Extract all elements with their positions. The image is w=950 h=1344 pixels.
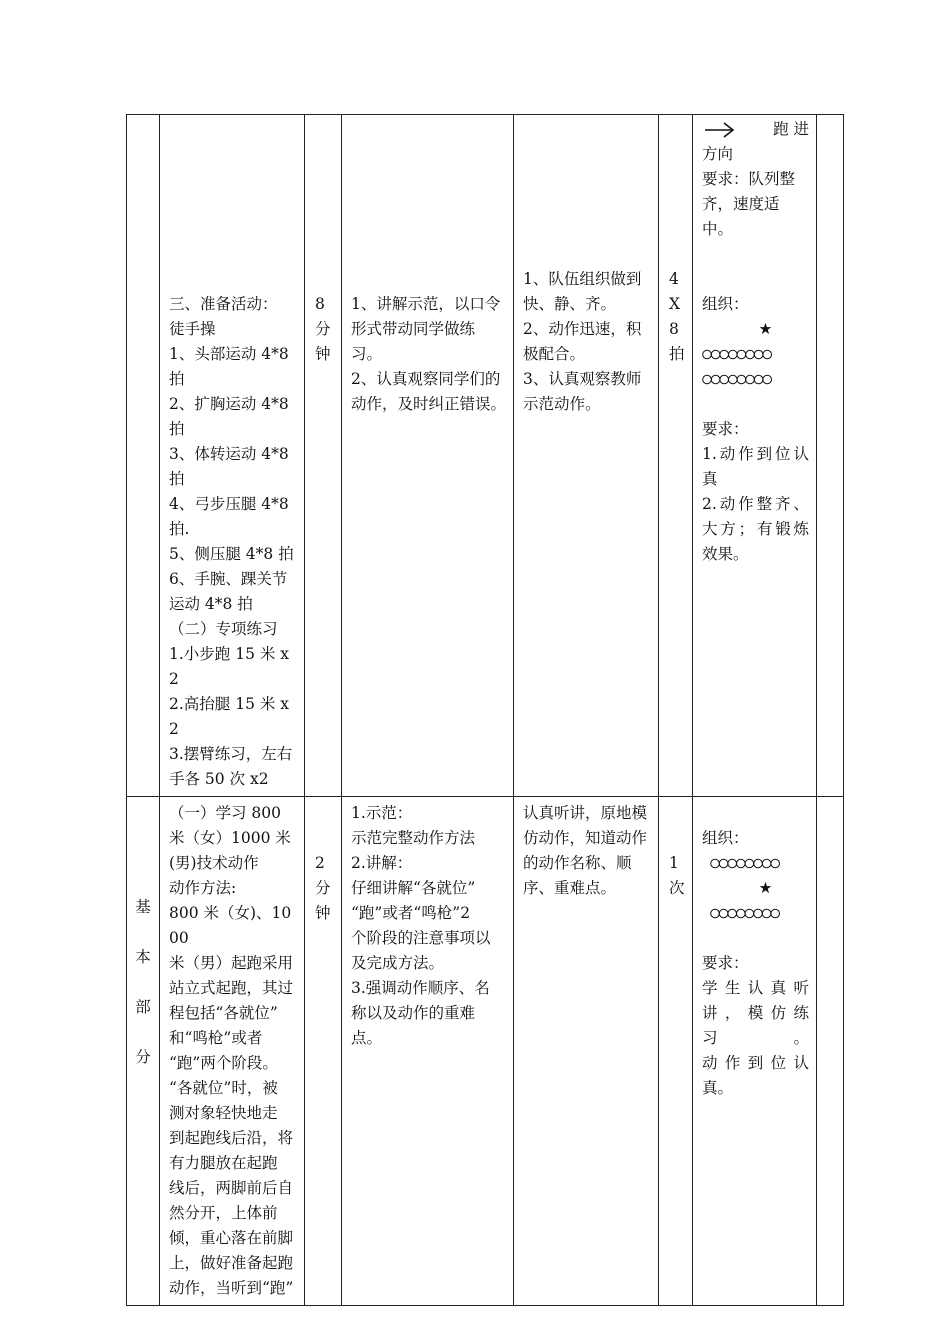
content-line: “各就位”时，被 <box>169 1079 278 1097</box>
requirement-line: 2.动作整齐、 <box>702 495 809 513</box>
student-line: 2、动作迅速，积 <box>523 320 642 338</box>
section-label-char: 本 <box>135 948 151 966</box>
lesson-plan-table <box>126 114 844 1306</box>
run-direction-row <box>702 117 809 142</box>
content-line: 米（男）起跑采用 <box>169 954 294 972</box>
table-row-basic-part <box>127 797 844 1306</box>
content-line: 站立式起跑，其过 <box>169 979 294 997</box>
student-ring <box>746 375 755 384</box>
content-line: 米（女）1000 米 <box>169 829 291 847</box>
content-line: 6、手腕、踝关节 <box>169 570 288 588</box>
notes-cell-empty <box>817 797 844 1306</box>
teacher-line: “跑”或者“鸣枪”2 <box>351 904 471 922</box>
content-line: 测对象轻快地走 <box>169 1104 278 1122</box>
run-direction-label: 跑 进 <box>773 120 809 138</box>
teacher-line: 形式带动同学做练 <box>351 320 476 338</box>
student-line: 序、重难点。 <box>523 879 617 897</box>
content-line: 和“鸣枪”或者 <box>169 1029 263 1047</box>
content-line: 有力腿放在起跑 <box>169 1154 278 1172</box>
requirement-line: 齐，速度适中。 <box>702 195 780 238</box>
content-cell <box>160 797 305 1306</box>
content-line: 2.高抬腿 15 米 x2 <box>169 695 290 738</box>
requirement-line: 大方；有锻炼 <box>702 520 809 538</box>
count-line: 8 <box>669 320 679 338</box>
organization-cell <box>693 115 817 797</box>
content-line: “跑”两个阶段。 <box>169 1054 278 1072</box>
content-line: 程包括“各就位” <box>169 1004 278 1022</box>
content-line: 拍 <box>169 370 185 388</box>
section-label-char: 基 <box>135 898 151 916</box>
right-arrow-icon <box>702 120 736 140</box>
student-ring <box>720 375 729 384</box>
requirement-label: 要求： <box>702 954 749 972</box>
teacher-line: 称以及动作的重难 <box>351 1004 476 1022</box>
count-line: 拍 <box>669 345 685 363</box>
requirement-line: 真 <box>702 470 718 488</box>
student-ring <box>754 350 763 359</box>
count-cell <box>659 797 693 1306</box>
teacher-line: 个阶段的注意事项以 <box>351 929 491 947</box>
student-ring <box>754 375 763 384</box>
student-activity-cell <box>514 797 659 1306</box>
organization-label: 组织： <box>702 295 749 313</box>
count-line: 1 <box>669 854 679 872</box>
teacher-line: 3.强调动作顺序、名 <box>351 979 490 997</box>
student-line: 3、认真观察教师 <box>523 370 642 388</box>
run-direction-label-2: 方向 <box>702 145 734 163</box>
content-line: 运动 4*8 拍 <box>169 595 253 613</box>
count-line: X <box>669 295 681 313</box>
time-line: 钟 <box>315 904 331 922</box>
requirement-label: 要求： <box>702 420 749 438</box>
content-line: 1.小步跑 15 米 x2 <box>169 645 290 688</box>
table-row-preparation <box>127 115 844 797</box>
student-ring <box>720 350 729 359</box>
student-line: 的动作名称、顺 <box>523 854 632 872</box>
content-line: 三、准备活动： <box>169 295 278 313</box>
count-line: 4 <box>669 270 679 288</box>
student-ring <box>745 909 754 918</box>
teacher-star-icon: ★ <box>758 320 773 338</box>
content-line: 拍 <box>169 420 185 438</box>
teacher-activity-cell <box>342 115 514 797</box>
content-line: 到起跑线后沿，将 <box>169 1129 294 1147</box>
student-ring <box>737 350 746 359</box>
student-ring <box>729 375 738 384</box>
teacher-line: 示范完整动作方法 <box>351 829 476 847</box>
student-ring <box>762 859 771 868</box>
teacher-star-icon: ★ <box>758 879 773 897</box>
student-ring <box>754 859 763 868</box>
student-ring <box>711 375 720 384</box>
student-ring <box>703 350 712 359</box>
content-line: 1、头部运动 4*8 <box>169 345 289 363</box>
student-ring <box>771 859 780 868</box>
student-ring <box>737 909 746 918</box>
student-ring <box>711 350 720 359</box>
content-cell <box>160 115 305 797</box>
content-line: 上，做好准备起跑 <box>169 1254 294 1272</box>
organization-label: 组织： <box>702 829 749 847</box>
student-line: 仿动作，知道动作 <box>523 829 648 847</box>
section-label-char: 部 <box>135 998 151 1016</box>
content-line: 手各 50 次 x2 <box>169 770 269 788</box>
student-formation-row-1 <box>702 851 809 876</box>
teacher-line: 习。 <box>351 345 383 363</box>
student-ring <box>711 909 720 918</box>
content-line: (男)技术动作 <box>169 854 259 872</box>
content-line: 5、侧压腿 4*8 拍 <box>169 545 294 563</box>
student-line: 示范动作。 <box>523 395 601 413</box>
teacher-line: 1、讲解示范，以口令 <box>351 295 501 313</box>
student-ring <box>754 909 763 918</box>
student-ring <box>745 859 754 868</box>
content-line: 线后，两脚前后自 <box>169 1179 294 1197</box>
student-ring <box>762 909 771 918</box>
student-line: 极配合。 <box>523 345 586 363</box>
count-line: 次 <box>669 879 685 897</box>
student-ring <box>719 859 728 868</box>
student-formation-row-1 <box>702 342 809 367</box>
student-ring <box>729 350 738 359</box>
time-cell <box>305 115 342 797</box>
student-ring <box>719 909 728 918</box>
requirement-line: 讲，模仿练习。 <box>702 1004 809 1047</box>
student-ring <box>746 350 755 359</box>
content-line: （一）学习 800 <box>169 804 282 822</box>
student-ring <box>737 375 746 384</box>
content-line: 800 米（女)、1000 <box>169 904 292 947</box>
requirement-line: 学生认真听 <box>702 979 809 997</box>
student-line: 1、队伍组织做到 <box>523 270 642 288</box>
ring-row-icon <box>710 851 784 876</box>
content-line: 3.摆臂练习，左右 <box>169 745 293 763</box>
teacher-line: 仔细讲解“各就位” <box>351 879 476 897</box>
student-ring <box>763 350 772 359</box>
teacher-line: 点。 <box>351 1029 383 1047</box>
section-cell-empty <box>127 115 160 797</box>
student-formation-row-2 <box>702 901 809 926</box>
section-label-char: 分 <box>135 1048 151 1066</box>
teacher-line: 1.示范： <box>351 804 413 822</box>
content-line: 拍. <box>169 520 190 538</box>
student-ring <box>771 909 780 918</box>
time-line: 分 <box>315 879 331 897</box>
time-line: 分 <box>315 320 331 338</box>
student-ring <box>703 375 712 384</box>
student-ring <box>728 909 737 918</box>
content-line: 2、扩胸运动 4*8 <box>169 395 289 413</box>
student-line: 快、静、齐。 <box>523 295 617 313</box>
content-line: 然分开，上体前 <box>169 1204 278 1222</box>
student-line: 认真听讲，原地模 <box>523 804 648 822</box>
time-line: 钟 <box>315 345 331 363</box>
content-line: 动作，当听到“跑” <box>169 1279 294 1297</box>
teacher-activity-cell <box>342 797 514 1306</box>
teacher-line: 2.讲解： <box>351 854 413 872</box>
student-activity-cell <box>514 115 659 797</box>
requirement-line: 效果。 <box>702 545 749 563</box>
ring-row-icon <box>702 342 776 367</box>
requirement-line: 1.动作到位认 <box>702 445 809 463</box>
content-line: 倾，重心落在前脚 <box>169 1229 294 1247</box>
student-ring <box>711 859 720 868</box>
requirement-line: 要求：队列整 <box>702 170 796 188</box>
notes-cell-empty <box>817 115 844 797</box>
ring-row-icon <box>702 367 776 392</box>
time-line: 8 <box>315 295 325 313</box>
ring-row-icon <box>710 901 784 926</box>
content-line: 4、弓步压腿 4*8 <box>169 495 289 513</box>
organization-cell <box>693 797 817 1306</box>
time-cell <box>305 797 342 1306</box>
requirement-line: 真。 <box>702 1079 734 1097</box>
student-ring <box>737 859 746 868</box>
content-line: （二）专项练习 <box>169 620 278 638</box>
time-line: 2 <box>315 854 325 872</box>
content-line: 拍 <box>169 470 185 488</box>
student-formation-row-2 <box>702 367 809 392</box>
teacher-line: 及完成方法。 <box>351 954 445 972</box>
content-line: 动作方法: <box>169 879 237 897</box>
count-cell <box>659 115 693 797</box>
teacher-line: 动作，及时纠正错误。 <box>351 395 507 413</box>
student-ring <box>763 375 772 384</box>
content-line: 徒手操 <box>169 320 216 338</box>
student-ring <box>728 859 737 868</box>
requirement-line: 动作到位认 <box>702 1054 809 1072</box>
teacher-line: 2、认真观察同学们的 <box>351 370 501 388</box>
content-line: 3、体转运动 4*8 <box>169 445 289 463</box>
section-cell <box>127 797 160 1306</box>
